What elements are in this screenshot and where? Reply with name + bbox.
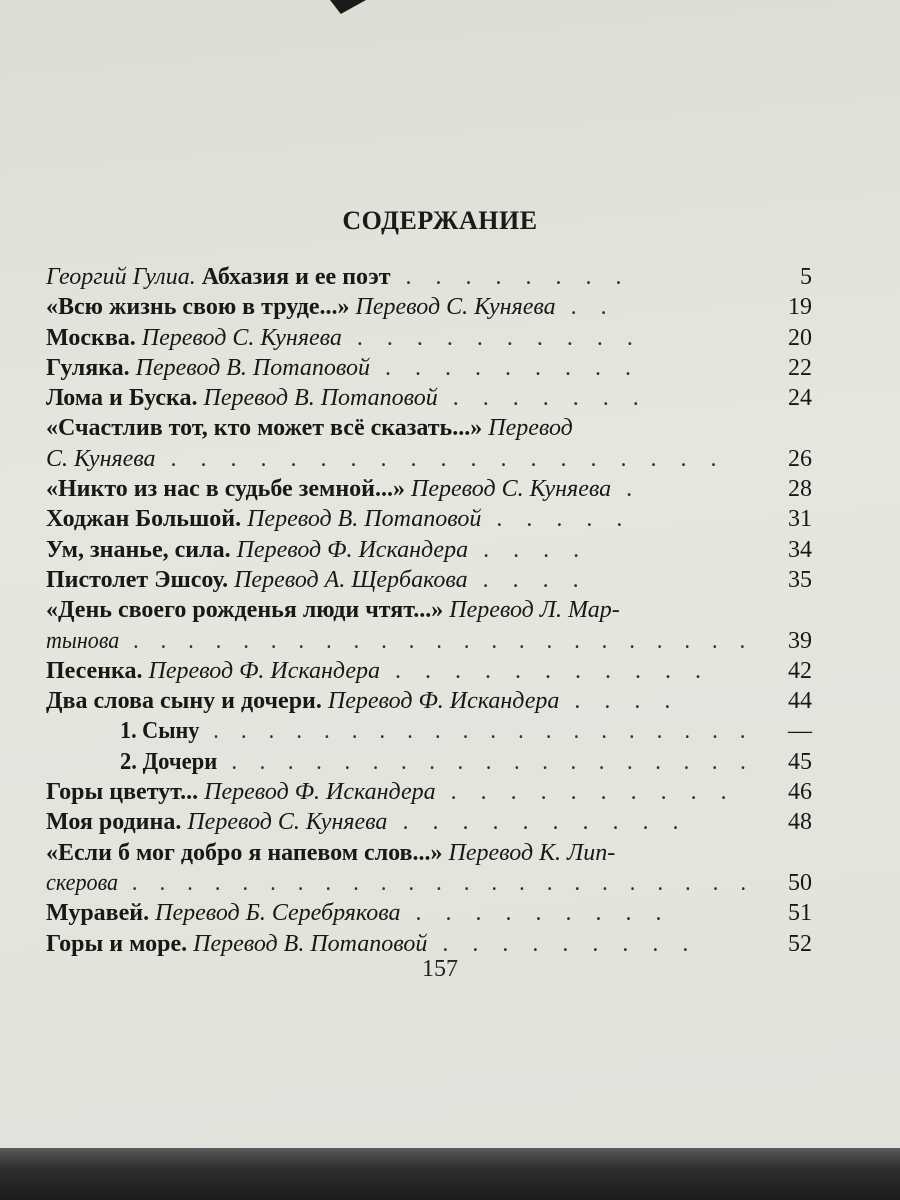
toc-page-number: 19 <box>788 294 812 321</box>
toc-title: Горы и море. <box>46 930 188 957</box>
toc-entry <box>46 504 812 534</box>
toc-translator: Перевод С. Куняева <box>181 809 388 836</box>
toc-translator: Перевод С. Куняева <box>349 294 556 321</box>
toc-title: Москва. <box>46 324 136 351</box>
toc-entry <box>46 444 812 474</box>
toc-entry <box>46 929 812 959</box>
toc-translator: Перевод Б. Серебрякова <box>149 900 401 927</box>
toc-translator: Перевод Ф. Искандера <box>142 657 380 684</box>
toc-translator: Перевод К. Лип- <box>442 839 616 866</box>
toc-author: Георгий Гулиа. <box>46 264 196 290</box>
toc-entry <box>46 626 812 656</box>
toc-entry <box>46 383 812 413</box>
toc-leader-dots: . . . . . . . . . . . . . . . . . . . . . . . <box>119 627 754 654</box>
page-edge-shadow <box>0 1148 900 1200</box>
toc-page-number: 31 <box>788 506 812 533</box>
toc-title: «День своего рожденья люди чтят...» <box>46 597 444 624</box>
toc-leader-dots: . . . . . . . . . . . <box>379 657 710 684</box>
toc-entry <box>46 898 812 928</box>
toc-leader-dots: . . . . . . . . . . . . . . . . . . . <box>217 748 755 775</box>
toc-translator: Перевод Ф. Искандера <box>321 688 560 715</box>
toc-entry <box>46 323 812 353</box>
toc-entry <box>46 474 812 504</box>
toc-leader-dots: . . . . . . . . . . <box>435 779 736 806</box>
toc-page-number: 51 <box>788 900 812 927</box>
toc-page-number: 20 <box>788 324 812 351</box>
page-number: 157 <box>422 956 458 982</box>
toc-leader-dots: . . . . . <box>481 506 632 533</box>
toc-entry <box>46 777 812 807</box>
toc-entry <box>46 413 812 443</box>
toc-page-number: 48 <box>788 809 812 836</box>
toc-entry <box>46 353 812 383</box>
toc-leader-dots: . . . . . . . . . . . . . . . . . . . <box>155 445 726 472</box>
toc-entry <box>46 535 812 565</box>
toc-page-number: 5 <box>800 264 812 290</box>
toc-page-number: 42 <box>788 657 812 684</box>
toc-entry <box>46 747 812 777</box>
toc-title: Горы цветут... <box>46 779 199 806</box>
toc-title: Лома и Буска. <box>46 385 198 412</box>
toc-entry <box>46 807 812 837</box>
toc-entry <box>46 595 812 625</box>
toc-title: 1. Сыну <box>120 718 200 745</box>
toc-translator: скерова <box>46 869 119 896</box>
toc-page-number: 52 <box>788 930 812 957</box>
toc-leader-dots: . . . . . . . . . <box>400 900 671 927</box>
toc-translator: Перевод Л. Мар- <box>443 597 620 624</box>
toc-leader-dots: . . <box>555 294 616 321</box>
toc-leader-dots: . . . . <box>559 688 680 715</box>
toc-title: «Всю жизнь свою в труде...» <box>46 294 350 321</box>
table-of-contents <box>46 262 812 959</box>
toc-title: Ум, знанье, сила. <box>46 536 231 563</box>
toc-leader-dots: . . . . . . . . . . . . . . . . . . . . <box>199 718 754 745</box>
toc-title: Абхазия и ее поэт <box>195 264 391 290</box>
page-title: СОДЕРЖАНИЕ <box>342 206 538 235</box>
toc-leader-dots: . . . . . . . . . . <box>387 809 688 836</box>
toc-translator: тынова <box>46 627 120 654</box>
toc-title: Моя родина. <box>46 809 182 836</box>
toc-leader-dots: . <box>611 476 642 503</box>
toc-title: Два слова сыну и дочери. <box>46 688 322 715</box>
toc-title: Муравей. <box>46 900 150 927</box>
toc-leader-dots: . . . . . . . . <box>390 264 631 290</box>
toc-translator: Перевод В. Потаповой <box>187 930 428 957</box>
toc-page-number: 45 <box>788 748 812 775</box>
toc-title: «Никто из нас в судьбе земной...» <box>46 476 406 503</box>
toc-page-number: 35 <box>788 566 812 593</box>
toc-page-number: 22 <box>788 354 812 381</box>
toc-entry <box>46 716 812 746</box>
toc-page-number: — <box>788 718 812 745</box>
toc-leader-dots: . . . . . . . . . <box>369 354 640 381</box>
toc-title: «Счастлив тот, кто может всё сказать...» <box>46 415 483 442</box>
toc-page-number: 44 <box>788 688 812 715</box>
toc-page-number: 24 <box>788 385 812 412</box>
toc-translator: Перевод Ф. Искандера <box>198 779 436 806</box>
toc-leader-dots: . . . . . . . <box>437 385 648 412</box>
toc-title: Песенка. <box>46 657 143 684</box>
toc-entry <box>46 565 812 595</box>
toc-leader-dots: . . . . . . . . . <box>427 930 698 957</box>
toc-entry <box>46 686 812 716</box>
toc-leader-dots: . . . . <box>468 536 589 563</box>
toc-page-number: 39 <box>788 627 812 654</box>
toc-entry <box>46 868 812 898</box>
toc-title: Ходжан Большой. <box>46 506 242 533</box>
toc-translator: Перевод С. Куняева <box>405 476 612 503</box>
toc-title: «Если б мог добро я напевом слов...» <box>46 839 443 866</box>
toc-translator: С. Куняева <box>46 445 156 472</box>
toc-page-number: 50 <box>788 869 812 896</box>
toc-translator: Перевод В. Потаповой <box>241 506 482 533</box>
toc-entry <box>46 292 812 322</box>
toc-page-number: 26 <box>788 445 812 472</box>
toc-translator: Перевод В. Потаповой <box>129 354 370 381</box>
toc-title: 2. Дочери <box>120 748 218 775</box>
toc-leader-dots: . . . . <box>467 566 588 593</box>
toc-translator: Перевод С. Куняева <box>135 324 342 351</box>
toc-page-number: 34 <box>788 536 812 563</box>
toc-title: Пистолет Эшсоу. <box>46 566 229 593</box>
page-corner-shadow <box>330 0 366 14</box>
toc-leader-dots: . . . . . . . . . . . . . . . . . . . . . . . <box>118 869 755 896</box>
toc-translator: Перевод <box>482 415 573 442</box>
toc-page-number: 46 <box>788 779 812 806</box>
toc-page-number: 28 <box>788 476 812 503</box>
toc-entry <box>46 838 812 868</box>
toc-translator: Перевод А. Щербакова <box>228 566 468 593</box>
toc-translator: Перевод В. Потаповой <box>197 385 438 412</box>
toc-entry <box>46 656 812 686</box>
toc-title: Гуляка. <box>46 354 130 381</box>
toc-entry <box>46 262 812 292</box>
toc-translator: Перевод Ф. Искандера <box>230 536 469 563</box>
toc-leader-dots: . . . . . . . . . . <box>341 324 642 351</box>
